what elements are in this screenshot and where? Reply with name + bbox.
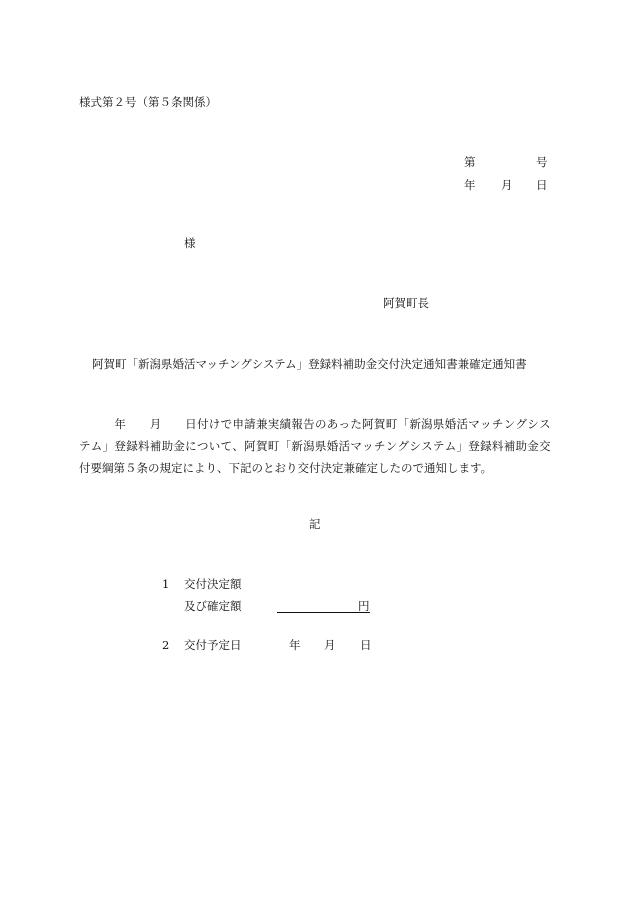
item-1-label-line-1: 交付決定額: [184, 577, 242, 591]
body-text-line-3: 付要綱第５条の規定により、下記のとおり交付決定兼確定したので通知します。: [79, 461, 493, 475]
form-number: 様式第２号（第５条関係）: [79, 95, 217, 109]
notice-heading: 記: [309, 517, 321, 531]
issuer-name: 阿賀町長: [383, 296, 429, 310]
issue-date-month: 月: [501, 178, 513, 192]
recipient-honorific: 様: [184, 236, 196, 250]
amount-underline-field: [277, 599, 370, 613]
document-title: 阿賀町「新潟県婚活マッチングシステム」登録料補助金交付決定通知書兼確定通知書: [92, 357, 527, 371]
document-number-suffix: 号: [536, 155, 548, 169]
scheduled-date-month: 月: [324, 638, 336, 652]
body-text-line-2: テ ム 」 登 録 料 補 助 金 に つ い て 、 阿 賀 町 「 新 潟 県 婚 活 マ ッ チ ン グ シ ス テ ム 」 登 録 料 補 助 金 交: [79, 439, 551, 453]
item-2-label: 交付予定日: [184, 638, 242, 652]
amount-unit: 円: [358, 599, 370, 613]
issue-date-day: 日: [536, 178, 548, 192]
item-1-number: 1: [162, 577, 170, 591]
document-number-prefix: 第: [464, 155, 476, 169]
issue-date-year: 年: [464, 178, 476, 192]
item-1-label-line-2: 及び確定額: [184, 599, 242, 613]
scheduled-date-day: 日: [360, 638, 372, 652]
item-2-number: 2: [162, 638, 170, 652]
body-text-line-1: 年 月 日 付 け で 申 請 兼 実 績 報 告 の あ っ た 阿 賀 町 「 新 潟 県 婚 活 マ ッ チ ン グ シ ス: [114, 417, 551, 431]
scheduled-date-year: 年: [289, 638, 301, 652]
